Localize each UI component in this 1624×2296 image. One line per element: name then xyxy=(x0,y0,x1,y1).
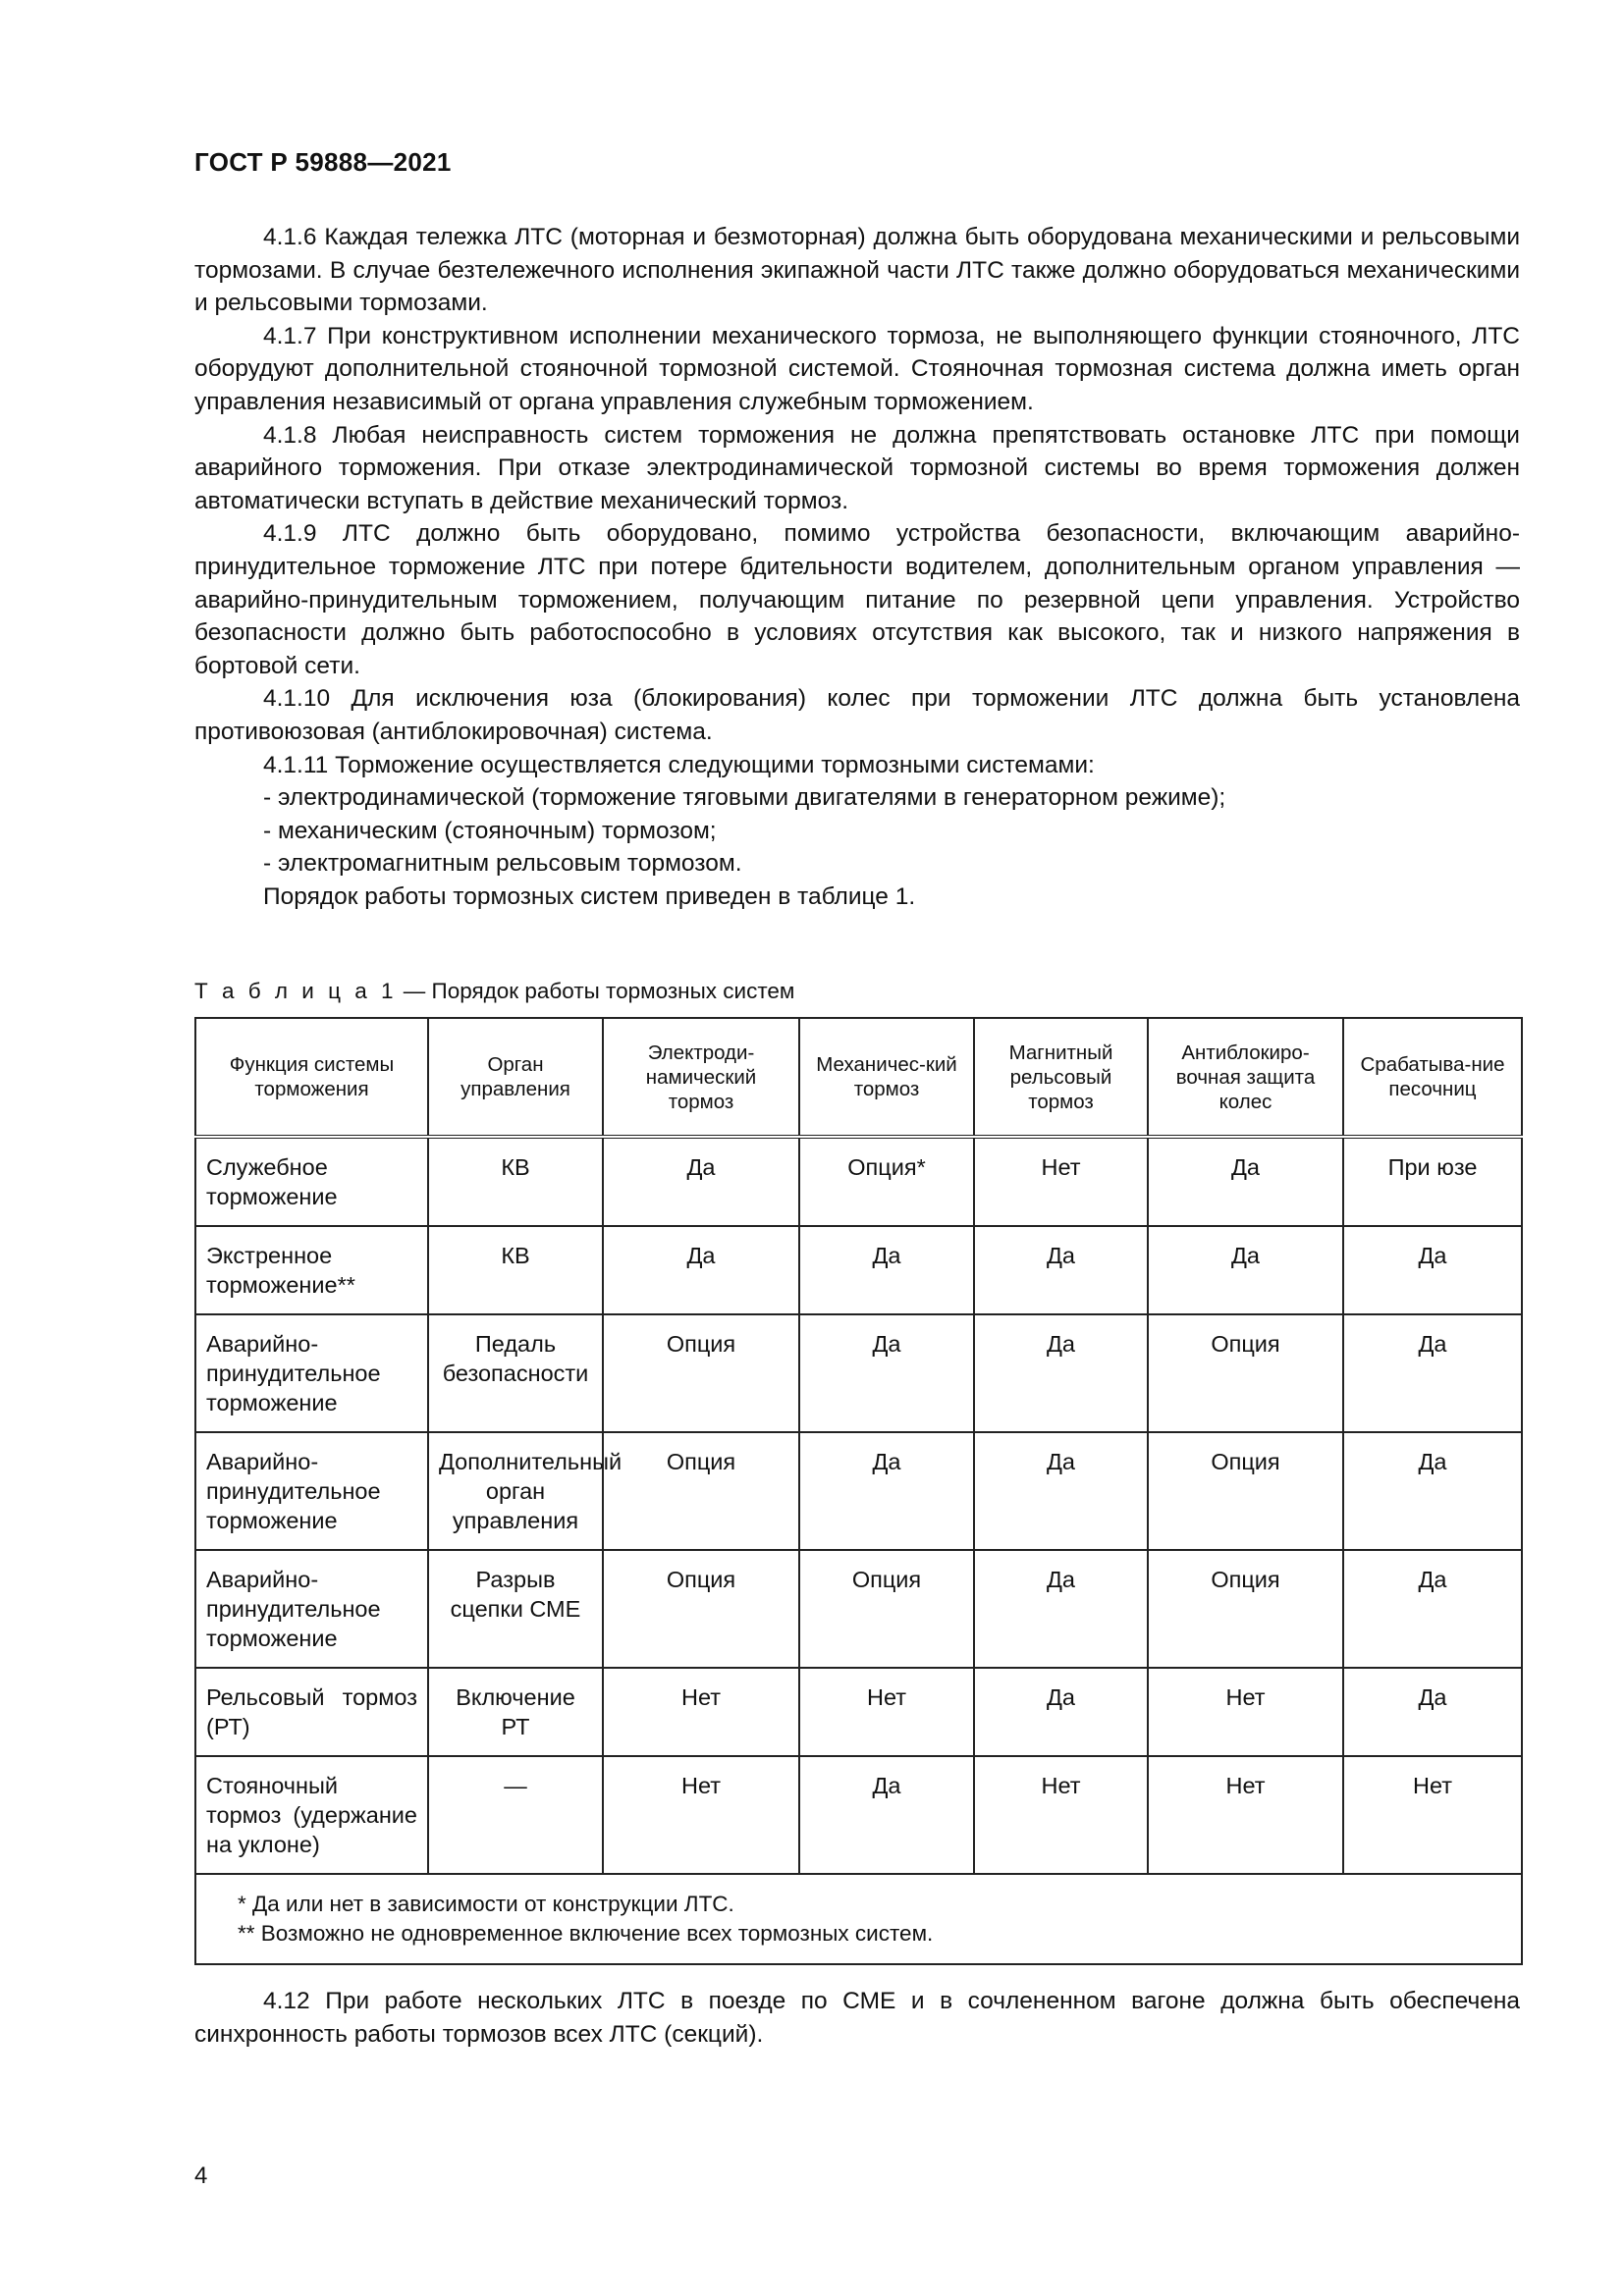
table-cell: Нет xyxy=(799,1668,974,1756)
table-cell: Опция xyxy=(603,1314,799,1432)
table-cell: Опция xyxy=(1148,1314,1343,1432)
header-brake-function: Функция системы торможения xyxy=(195,1018,428,1137)
table-caption xyxy=(194,978,794,1005)
page-number: 4 xyxy=(194,2163,208,2189)
table-cell: КВ xyxy=(428,1137,603,1226)
table-cell: Аварийно-принудительное торможение xyxy=(195,1550,428,1668)
table-cell: Экстренное торможение** xyxy=(195,1226,428,1314)
closing-text xyxy=(194,1985,1520,2051)
table-cell: Да xyxy=(603,1226,799,1314)
list-item: - электродинамической (торможение тяговыми двигателями в генераторном режиме); xyxy=(263,784,1226,812)
table-cell: Да xyxy=(1343,1314,1522,1432)
paragraph-4-1-9: 4.1.9 ЛТС должно быть оборудовано, помимо устройства безопасности, включающим аварийно-принудительное торможение ЛТС при потере бдительности водителем, дополнительным органом управления — аварийно-принудительным торможением, получающим питание по резервной цепи управления. Устройство безопасности должно быть работоспособно в условиях отсутствия как высокого, так и низкого напряжения в бортовой сети. xyxy=(194,520,1520,679)
table-cell: Аварийно-принудительное торможение xyxy=(195,1432,428,1550)
paragraph-4-1-7: 4.1.7 При конструктивном исполнении механического тормоза, не выполняющего функции стояночного, ЛТС оборудуют дополнительной стояночной тормозной системой. Стояночная тормозная система должна иметь орган управления независимый от органа управления служебным торможением. xyxy=(194,322,1520,415)
table-notes xyxy=(195,1874,1522,1964)
table-cell: Нет xyxy=(1148,1668,1343,1756)
table-cell: Да xyxy=(799,1756,974,1874)
list-item: - электромагнитным рельсовым тормозом. xyxy=(263,850,742,878)
table-cell: Разрыв сцепки СМЕ xyxy=(428,1550,603,1668)
table-cell: Да xyxy=(974,1550,1148,1668)
table-cell: Нет xyxy=(974,1756,1148,1874)
table-row xyxy=(195,1432,1522,1550)
table-header-row xyxy=(195,1018,1522,1137)
table-cell: Да xyxy=(1148,1137,1343,1226)
table-note: ** Возможно не одновременное включение всех тормозных систем. xyxy=(238,1921,934,1946)
table-cell: — xyxy=(428,1756,603,1874)
paragraph-4-1-6: 4.1.6 Каждая тележка ЛТС (моторная и безмоторная) должна быть оборудована механическими и рельсовыми тормозами. В случае безтележечного исполнения экипажной части ЛТС также должно оборудоваться механическими и рельсовыми тормозами. xyxy=(194,224,1520,317)
table-cell: Да xyxy=(974,1432,1148,1550)
header-control-organ: Орган управления xyxy=(428,1018,603,1137)
table-cell: Опция xyxy=(799,1550,974,1668)
table-note: * Да или нет в зависимости от конструкции ЛТС. xyxy=(238,1892,734,1916)
table-cell: Опция* xyxy=(799,1137,974,1226)
table-row xyxy=(195,1314,1522,1432)
table-cell: Опция xyxy=(603,1550,799,1668)
document-header: ГОСТ Р 59888—2021 xyxy=(194,147,452,177)
header-magnetic-rail-brake: Магнитный рельсовый тормоз xyxy=(974,1018,1148,1137)
table-cell: Стояночный тормоз (удержание на уклоне) xyxy=(195,1756,428,1874)
table-cell: Нет xyxy=(1343,1756,1522,1874)
table-cell: Служебное торможение xyxy=(195,1137,428,1226)
header-electrodynamic-brake: Электроди-намический тормоз xyxy=(603,1018,799,1137)
table-cell: Да xyxy=(1148,1226,1343,1314)
table-row xyxy=(195,1226,1522,1314)
table-cell: Опция xyxy=(603,1432,799,1550)
table-reference-sentence: Порядок работы тормозных систем приведен в таблице 1. xyxy=(263,882,916,910)
paragraph-4-1-11: 4.1.11 Торможение осуществляется следующими тормозными системами: xyxy=(263,751,1095,778)
table-cell: Да xyxy=(603,1137,799,1226)
table-caption-text: — Порядок работы тормозных систем xyxy=(397,979,795,1003)
table-cell: Да xyxy=(799,1226,974,1314)
table-row xyxy=(195,1550,1522,1668)
table-cell: Включение РТ xyxy=(428,1668,603,1756)
table-cell: Аварийно-принудительное торможение xyxy=(195,1314,428,1432)
list-item: - механическим (стояночным) тормозом; xyxy=(263,817,717,844)
table-cell: При юзе xyxy=(1343,1137,1522,1226)
table-cell: Опция xyxy=(1148,1550,1343,1668)
table-cell: Дополнительный орган управления xyxy=(428,1432,603,1550)
table-cell: Да xyxy=(1343,1668,1522,1756)
table-cell: Да xyxy=(1343,1432,1522,1550)
header-anti-lock-protection: Антиблокиро-вочная защита колес xyxy=(1148,1018,1343,1137)
table-cell: КВ xyxy=(428,1226,603,1314)
table-cell: Педаль безопасности xyxy=(428,1314,603,1432)
table-cell: Опция xyxy=(1148,1432,1343,1550)
table-row xyxy=(195,1137,1522,1226)
table-cell: Да xyxy=(799,1432,974,1550)
body-text xyxy=(194,221,1520,913)
table-cell: Да xyxy=(1343,1226,1522,1314)
paragraph-4-1-8: 4.1.8 Любая неисправность систем торможения не должна препятствовать остановке ЛТС при помощи аварийного торможения. При отказе электродинамической тормозной системы во время торможения должен автоматически вступать в действие механический тормоз. xyxy=(194,421,1520,514)
table-cell: Рельсовый тормоз (РТ) xyxy=(195,1668,428,1756)
table-cell: Да xyxy=(799,1314,974,1432)
brake-systems-table xyxy=(194,1017,1523,1965)
table-cell: Да xyxy=(974,1314,1148,1432)
table-cell: Да xyxy=(974,1226,1148,1314)
header-sander-activation: Срабатыва-ние песочниц xyxy=(1343,1018,1522,1137)
table-caption-label: Т а б л и ц а 1 xyxy=(194,979,398,1003)
table-row xyxy=(195,1756,1522,1874)
table-cell: Да xyxy=(974,1668,1148,1756)
table-cell: Нет xyxy=(1148,1756,1343,1874)
table-cell: Да xyxy=(1343,1550,1522,1668)
table-cell: Нет xyxy=(974,1137,1148,1226)
table-row xyxy=(195,1668,1522,1756)
table-notes-row xyxy=(195,1874,1522,1964)
table-cell: Нет xyxy=(603,1668,799,1756)
header-mechanical-brake: Механичес-кий тормоз xyxy=(799,1018,974,1137)
paragraph-4-1-10: 4.1.10 Для исключения юза (блокирования) колес при торможении ЛТС должна быть установлена противоюзовая (антиблокировочная) система. xyxy=(194,685,1520,745)
paragraph-4-12: 4.12 При работе нескольких ЛТС в поезде по СМЕ и в сочлененном вагоне должна быть обеспечена синхронность работы тормозов всех ЛТС (секций). xyxy=(194,1988,1520,2048)
table-cell: Нет xyxy=(603,1756,799,1874)
